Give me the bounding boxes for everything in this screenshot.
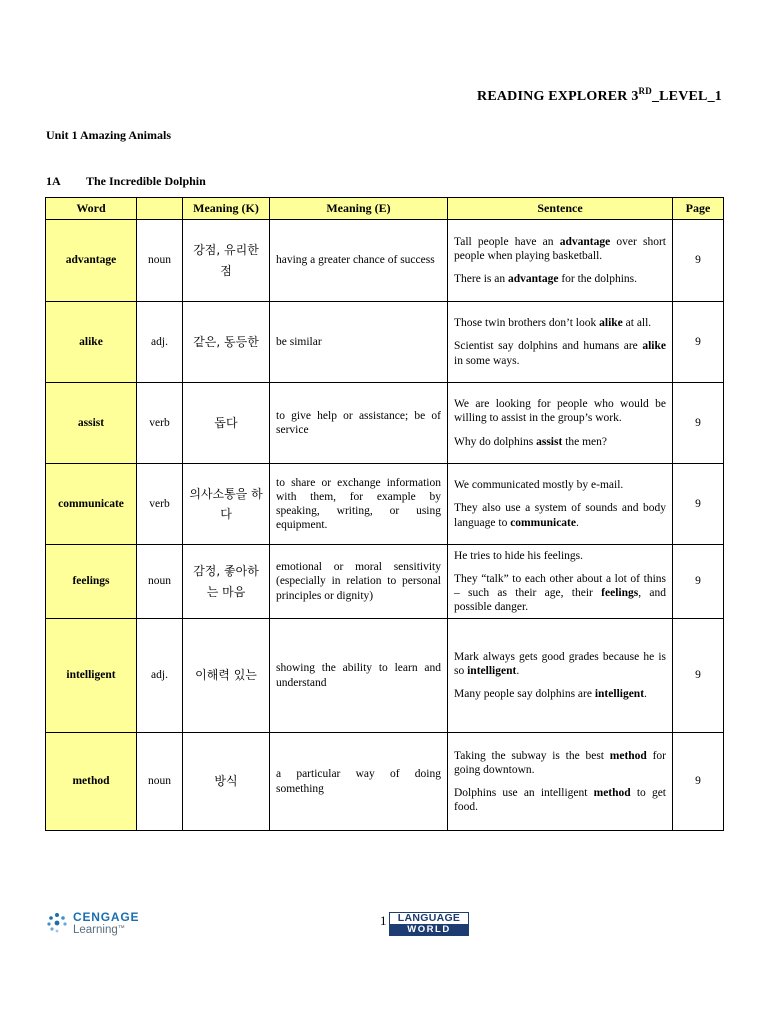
part-of-speech-cell: noun: [137, 220, 183, 302]
example-sentence: [454, 272, 666, 286]
highlighted-word: intelligent: [594, 688, 645, 700]
page-cell: 9: [673, 464, 724, 545]
meaning-english-cell: to give help or assistance; be of service: [270, 383, 448, 464]
sentence-cell: [448, 302, 673, 383]
header-title-superscript: RD: [638, 86, 652, 96]
page-number: 1: [380, 913, 387, 928]
highlighted-word: feelings: [601, 587, 639, 599]
meaning-korean-cell: 이해력 있는: [183, 619, 270, 733]
part-of-speech-cell: verb: [137, 383, 183, 464]
sentence-text: , and possible danger.: [454, 587, 667, 614]
meaning-english-cell: a particular way of doing something: [270, 733, 448, 831]
part-of-speech-cell: verb: [137, 464, 183, 545]
page-cell: 9: [673, 733, 724, 831]
highlighted-word: alike: [642, 340, 666, 353]
table-row: [46, 220, 724, 302]
table-row: [46, 619, 724, 733]
sentence-text: They also use a system of sounds and body language to: [454, 502, 666, 529]
highlighted-word: communicate: [510, 516, 576, 529]
section-title: The Incredible Dolphin: [86, 174, 206, 188]
example-sentence: [454, 650, 666, 678]
sentence-text: We communicated mostly by e-mail.: [454, 479, 624, 492]
part-of-speech-cell: noun: [137, 545, 183, 619]
sentence-text: to get food.: [454, 787, 666, 814]
table-row: [46, 464, 724, 545]
example-sentence: [454, 786, 666, 814]
sentence-text: Many people say dolphins are: [454, 688, 595, 700]
page-cell: 9: [673, 220, 724, 302]
table-row: [46, 545, 724, 619]
meaning-english-cell: having a greater chance of success: [270, 220, 448, 302]
column-header-meaning-e: Meaning (E): [270, 198, 448, 220]
example-sentence: [454, 339, 666, 367]
sentence-text: We are looking for people who would be willing to assist in the group’s work.: [454, 398, 666, 425]
section-number: 1A: [46, 174, 61, 188]
column-header-pos: [137, 198, 183, 220]
world-wordmark: WORLD: [390, 924, 468, 935]
sentence-text: They “talk” to each other about a lot of thins – such as their age, their: [454, 572, 666, 599]
example-sentence: [454, 478, 666, 492]
header-title-prefix: READING EXPLORER 3: [477, 89, 639, 104]
cengage-learning-logo: [46, 911, 139, 936]
table-row: [46, 302, 724, 383]
sentence-text: Mark always gets good grades because he is so: [454, 650, 666, 677]
vocabulary-table: [45, 197, 724, 831]
sentence-cell: [448, 464, 673, 545]
example-sentence: [454, 549, 666, 563]
part-of-speech-cell: noun: [137, 733, 183, 831]
part-of-speech-cell: adj.: [137, 302, 183, 383]
highlighted-word: assist: [536, 435, 563, 448]
meaning-english-cell: to share or exchange information with them, for example by speaking, writing, or using equipment.: [270, 464, 448, 545]
meaning-korean-cell: 의사소통을 하다: [183, 464, 270, 545]
language-world-logo: [389, 912, 469, 936]
column-header-page: Page: [673, 198, 724, 220]
meaning-english-cell: emotional or moral sensitivity (especially in relation to personal principles or dignity): [270, 545, 448, 619]
example-sentence: [454, 501, 666, 529]
sentence-cell: [448, 220, 673, 302]
example-sentence: [454, 235, 666, 263]
highlighted-word: method: [593, 787, 631, 799]
example-sentence: [454, 749, 666, 777]
part-of-speech-cell: adj.: [137, 619, 183, 733]
meaning-korean-cell: 강점, 유리한 점: [183, 220, 270, 302]
sentence-text: .: [576, 516, 579, 529]
sentence-text: Taking the subway is the best: [454, 749, 610, 762]
column-header-word: Word: [46, 198, 137, 220]
word-cell: alike: [46, 302, 137, 383]
document-header: [477, 86, 722, 105]
table-header-row: [46, 198, 724, 220]
page-cell: 9: [673, 619, 724, 733]
unit-title: Unit 1 Amazing Animals: [46, 128, 172, 142]
page-cell: 9: [673, 302, 724, 383]
learning-wordmark: Learning: [73, 923, 118, 936]
sentence-text: He tries to hide his feelings.: [454, 549, 584, 562]
meaning-korean-cell: 같은, 동등한: [183, 302, 270, 383]
sentence-text: .: [516, 664, 520, 677]
sentence-text: for the dolphins.: [558, 273, 638, 285]
example-sentence: [454, 316, 666, 330]
sentence-cell: [448, 545, 673, 619]
sentence-text: .: [644, 688, 647, 700]
word-cell: assist: [46, 383, 137, 464]
highlighted-word: alike: [599, 317, 623, 330]
meaning-korean-cell: 돕다: [183, 383, 270, 464]
meaning-english-cell: showing the ability to learn and understand: [270, 619, 448, 733]
page-cell: 9: [673, 545, 724, 619]
highlighted-word: intelligent: [467, 664, 517, 677]
table-row: [46, 383, 724, 464]
sentence-text: for going downtown.: [454, 749, 666, 776]
sentence-text: Those twin brothers don’t look: [454, 317, 600, 330]
example-sentence: [454, 572, 666, 614]
sentence-text: over short people when playing basketball.: [454, 235, 667, 262]
sentence-text: in some ways.: [454, 354, 520, 367]
sentence-text: There is an: [454, 273, 508, 285]
sentence-text: the men?: [562, 435, 608, 448]
cengage-dots-icon: [46, 912, 68, 934]
cengage-wordmark: CENGAGE: [73, 910, 140, 924]
example-sentence: [454, 435, 666, 449]
example-sentence: [454, 397, 666, 425]
sentence-text: Dolphins use an intelligent: [454, 787, 594, 799]
sentence-text: Why do dolphins: [454, 435, 537, 448]
example-sentence: [454, 687, 666, 701]
sentence-cell: [448, 383, 673, 464]
sentence-text: Scientist say dolphins and humans are: [454, 340, 643, 353]
meaning-korean-cell: 감정, 좋아하는 마음: [183, 545, 270, 619]
page-cell: 9: [673, 383, 724, 464]
table-row: [46, 733, 724, 831]
word-cell: method: [46, 733, 137, 831]
word-cell: intelligent: [46, 619, 137, 733]
meaning-korean-cell: 방식: [183, 733, 270, 831]
highlighted-word: advantage: [559, 235, 611, 248]
word-cell: feelings: [46, 545, 137, 619]
sentence-cell: [448, 619, 673, 733]
highlighted-word: advantage: [507, 273, 559, 285]
column-header-sentence: Sentence: [448, 198, 673, 220]
section-heading: [46, 174, 206, 189]
column-header-meaning-k: Meaning (K): [183, 198, 270, 220]
trademark-symbol: ™: [117, 924, 125, 932]
language-wordmark: LANGUAGE: [397, 912, 461, 924]
header-title-suffix: _LEVEL_1: [651, 89, 722, 104]
sentence-text: at all.: [622, 317, 652, 330]
meaning-english-cell: be similar: [270, 302, 448, 383]
sentence-text: Tall people have an: [454, 235, 560, 248]
highlighted-word: method: [609, 749, 647, 762]
word-cell: advantage: [46, 220, 137, 302]
word-cell: communicate: [46, 464, 137, 545]
sentence-cell: [448, 733, 673, 831]
